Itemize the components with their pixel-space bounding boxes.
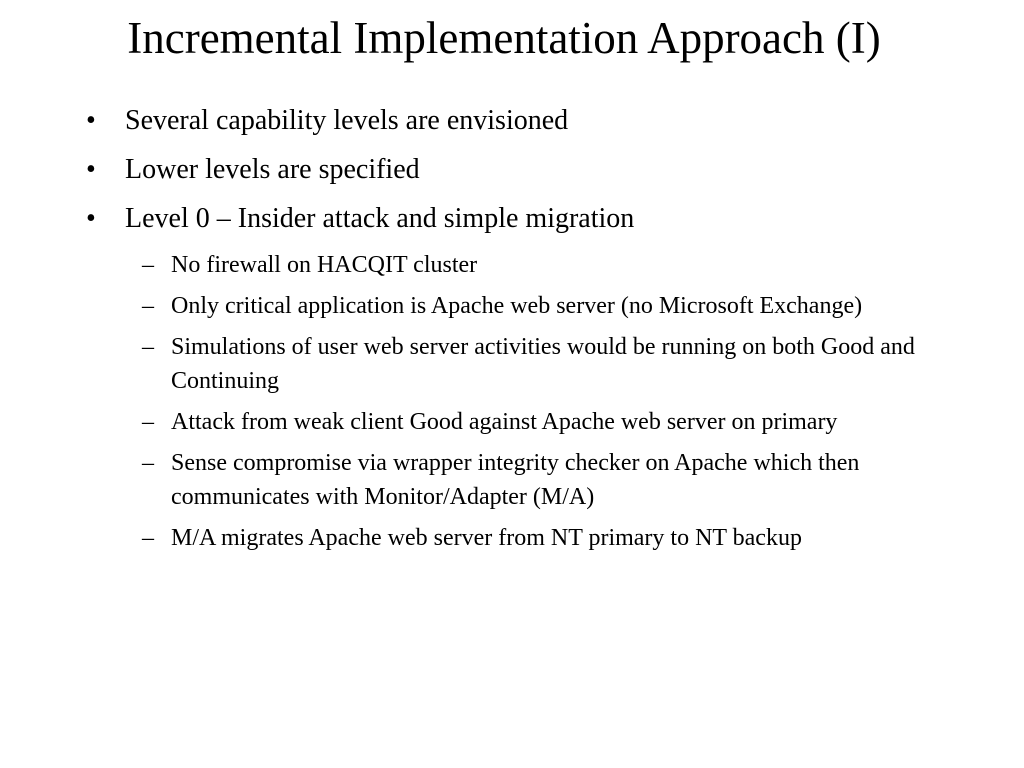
sub-bullet-item [86, 289, 956, 323]
bullet-marker: • [86, 105, 96, 136]
bullet-item [86, 150, 956, 190]
sub-bullet-text: M/A migrates Apache web server from NT primary to NT backup [171, 525, 802, 551]
sub-bullet-item [86, 521, 956, 555]
sub-bullet-text: Simulations of user web server activities would be running on both Good and Continuing [171, 334, 915, 394]
sub-bullet-marker: – [142, 252, 154, 278]
sub-bullet-list [86, 248, 956, 562]
bullet-marker: • [86, 203, 96, 234]
slide-title: Incremental Implementation Approach (I) [127, 13, 881, 63]
bullet-marker: • [86, 154, 96, 185]
sub-bullet-marker: – [142, 450, 154, 476]
bullet-list [86, 101, 956, 248]
sub-bullet-text: Only critical application is Apache web server (no Microsoft Exchange) [171, 293, 863, 319]
bullet-text: Level 0 – Insider attack and simple migration [125, 203, 635, 234]
sub-bullet-marker: – [142, 334, 154, 360]
sub-bullet-text: No firewall on HACQIT cluster [171, 252, 478, 278]
bullet-text: Lower levels are specified [125, 154, 420, 185]
sub-bullet-text: Attack from weak client Good against Apache web server on primary [171, 409, 838, 435]
bullet-text: Several capability levels are envisioned [125, 105, 569, 136]
sub-bullet-marker: – [142, 409, 154, 435]
sub-bullet-marker: – [142, 525, 154, 551]
sub-bullet-item [86, 405, 956, 439]
sub-bullet-marker: – [142, 293, 154, 319]
sub-bullet-item [86, 446, 956, 514]
bullet-item [86, 101, 956, 141]
bullet-item [86, 199, 956, 239]
sub-bullet-text: Sense compromise via wrapper integrity checker on Apache which then communicates with Monitor/Adapter (M/A) [171, 450, 860, 510]
sub-bullet-item [86, 330, 956, 398]
sub-bullet-item [86, 248, 956, 282]
